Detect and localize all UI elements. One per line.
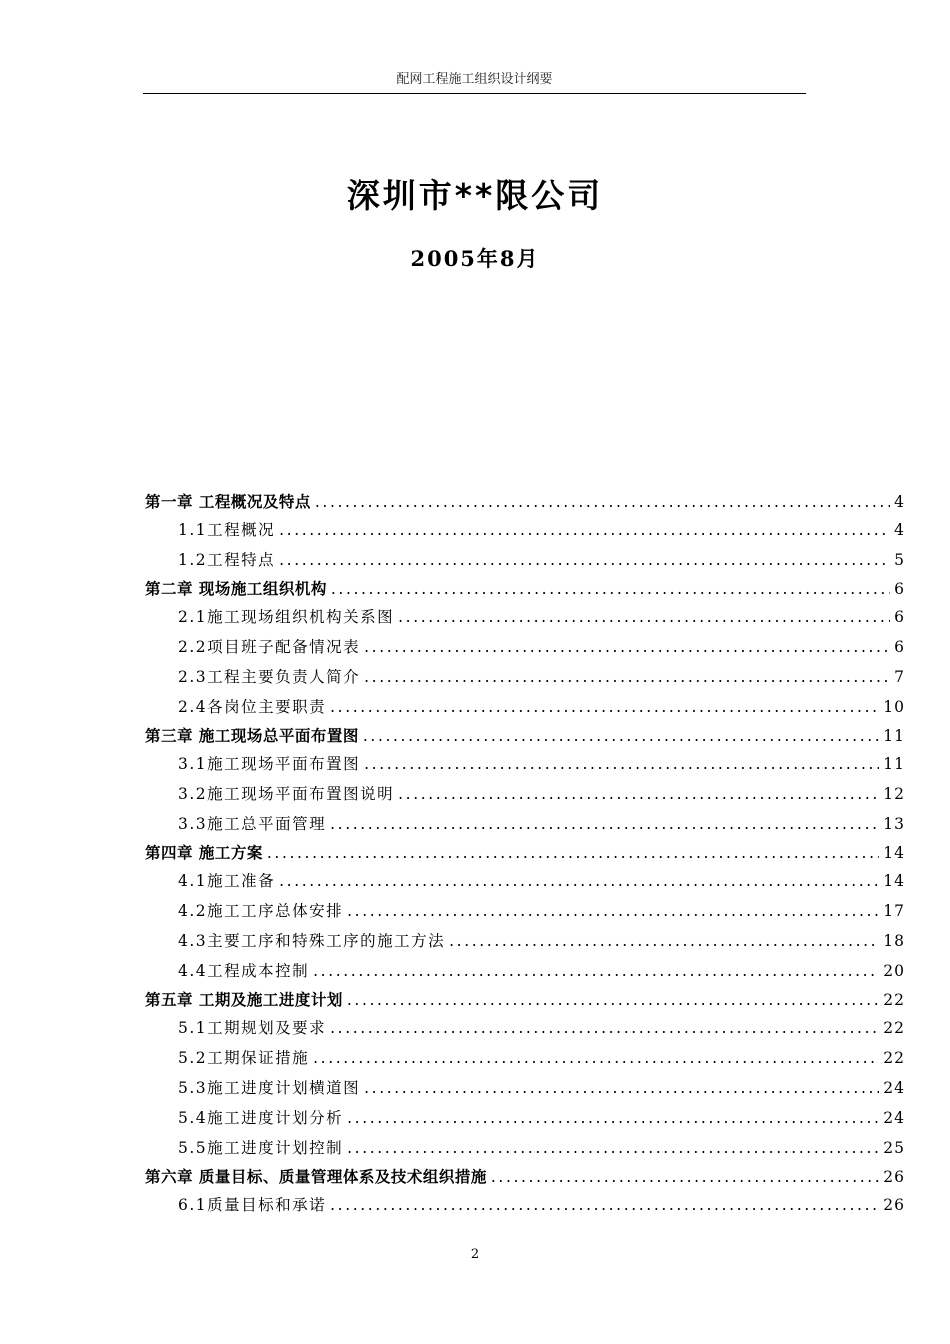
toc-section-entry[interactable]: [145, 896, 905, 926]
toc-dot-leader: [347, 987, 879, 1014]
toc-entry-page: 17: [883, 902, 905, 920]
toc-entry-page: 13: [883, 815, 905, 833]
toc-dot-leader: [364, 662, 890, 692]
toc-entry-page: 25: [883, 1139, 905, 1157]
toc-entry-page: 22: [883, 1049, 905, 1067]
toc-dot-leader: [398, 602, 890, 632]
running-header: 配网工程施工组织设计纲要: [143, 68, 806, 94]
toc-entry-page: 14: [883, 872, 905, 890]
toc-dot-leader: [279, 515, 890, 545]
toc-entry-label: 5.2工期保证措施: [178, 1049, 310, 1067]
toc-dot-leader: [279, 866, 879, 896]
toc-section-entry[interactable]: [145, 749, 905, 779]
company-name: 深圳市**限公司: [346, 176, 604, 215]
toc-dot-leader: [313, 1043, 879, 1073]
toc-entry-page: 6: [894, 638, 905, 656]
toc-dot-leader: [330, 809, 879, 839]
toc-section-entry[interactable]: [145, 1013, 905, 1043]
toc-section-entry[interactable]: [145, 1043, 905, 1073]
toc-entry-page: 22: [883, 1019, 905, 1037]
toc-section-entry[interactable]: [145, 926, 905, 956]
toc-chapter-entry[interactable]: [145, 722, 905, 749]
toc-chapter-entry[interactable]: [145, 575, 905, 602]
toc-section-entry[interactable]: [145, 809, 905, 839]
toc-entry-page: 24: [883, 1079, 905, 1097]
toc-section-entry[interactable]: [145, 779, 905, 809]
toc-section-entry[interactable]: [145, 515, 905, 545]
toc-entry-label: 2.1施工现场组织机构关系图: [178, 608, 395, 626]
toc-section-entry[interactable]: [145, 1103, 905, 1133]
toc-chapter-entry[interactable]: [145, 1163, 905, 1190]
toc-entry-page: 12: [883, 785, 905, 803]
toc-entry-page: 14: [883, 844, 905, 862]
toc-dot-leader: [330, 692, 879, 722]
toc-section-entry[interactable]: [145, 632, 905, 662]
toc-dot-leader: [347, 1133, 879, 1163]
toc-entry-label: 5.3施工进度计划横道图: [178, 1079, 361, 1097]
toc-entry-page: 11: [883, 727, 905, 745]
toc-dot-leader: [330, 1190, 879, 1220]
toc-entry-page: 22: [883, 991, 905, 1009]
toc-dot-leader: [363, 723, 879, 750]
document-date: 2005年8月: [410, 246, 540, 271]
toc-entry-label: 第二章 现场施工组织机构: [145, 579, 327, 598]
toc-entry-label: 4.1施工准备: [178, 872, 276, 890]
toc-entry-label: 第四章 施工方案: [145, 843, 263, 862]
toc-entry-label: 2.3工程主要负责人简介: [178, 668, 361, 686]
toc-entry-page: 4: [894, 493, 905, 511]
toc-entry-page: 6: [894, 580, 905, 598]
toc-section-entry[interactable]: [145, 1190, 905, 1220]
page-number: 2: [470, 1247, 480, 1262]
toc-entry-page: 20: [883, 962, 905, 980]
toc-section-entry[interactable]: [145, 956, 905, 986]
toc-section-entry[interactable]: [145, 692, 905, 722]
toc-dot-leader: [398, 779, 879, 809]
toc-section-entry[interactable]: [145, 1073, 905, 1103]
toc-entry-label: 第一章 工程概况及特点: [145, 492, 311, 511]
toc-dot-leader: [449, 926, 879, 956]
toc-entry-page: 10: [883, 698, 905, 716]
toc-chapter-entry[interactable]: [145, 986, 905, 1013]
toc-entry-label: 2.2项目班子配备情况表: [178, 638, 361, 656]
toc-chapter-entry[interactable]: [145, 839, 905, 866]
toc-section-entry[interactable]: [145, 545, 905, 575]
toc-entry-label: 第五章 工期及施工进度计划: [145, 990, 343, 1009]
toc-dot-leader: [315, 489, 890, 516]
toc-section-entry[interactable]: [145, 1133, 905, 1163]
toc-dot-leader: [331, 576, 890, 603]
toc-entry-label: 5.1工期规划及要求: [178, 1019, 327, 1037]
toc-entry-label: 1.2工程特点: [178, 551, 276, 569]
toc-entry-label: 5.5施工进度计划控制: [178, 1139, 344, 1157]
toc-entry-page: 7: [894, 668, 905, 686]
toc-entry-label: 第三章 施工现场总平面布置图: [145, 726, 359, 745]
toc-entry-label: 2.4各岗位主要职责: [178, 698, 327, 716]
toc-dot-leader: [267, 840, 879, 867]
toc-entry-label: 3.1施工现场平面布置图: [178, 755, 361, 773]
toc-dot-leader: [347, 1103, 879, 1133]
toc-entry-label: 6.1质量目标和承诺: [178, 1196, 327, 1214]
toc-entry-label: 4.2施工工序总体安排: [178, 902, 344, 920]
toc-dot-leader: [313, 956, 879, 986]
toc-entry-page: 11: [883, 755, 905, 773]
toc-entry-label: 3.3施工总平面管理: [178, 815, 327, 833]
toc-dot-leader: [330, 1013, 879, 1043]
toc-section-entry[interactable]: [145, 662, 905, 692]
table-of-contents: [145, 488, 905, 1220]
toc-dot-leader: [279, 545, 890, 575]
toc-entry-label: 第六章 质量目标、质量管理体系及技术组织措施: [145, 1167, 487, 1186]
toc-dot-leader: [364, 1073, 879, 1103]
toc-dot-leader: [364, 749, 879, 779]
toc-entry-label: 4.3主要工序和特殊工序的施工方法: [178, 932, 446, 950]
toc-entry-page: 26: [883, 1196, 905, 1214]
toc-dot-leader: [347, 896, 879, 926]
toc-entry-page: 18: [883, 932, 905, 950]
toc-entry-label: 5.4施工进度计划分析: [178, 1109, 344, 1127]
toc-entry-label: 4.4工程成本控制: [178, 962, 310, 980]
toc-entry-page: 4: [894, 521, 905, 539]
toc-entry-page: 5: [894, 551, 905, 569]
toc-entry-label: 1.1工程概况: [178, 521, 276, 539]
toc-entry-page: 26: [883, 1168, 905, 1186]
toc-entry-page: 24: [883, 1109, 905, 1127]
toc-section-entry[interactable]: [145, 602, 905, 632]
toc-entry-label: 3.2施工现场平面布置图说明: [178, 785, 395, 803]
toc-dot-leader: [364, 632, 890, 662]
toc-entry-page: 6: [894, 608, 905, 626]
toc-section-entry[interactable]: [145, 866, 905, 896]
toc-dot-leader: [491, 1164, 879, 1191]
toc-chapter-entry[interactable]: [145, 488, 905, 515]
